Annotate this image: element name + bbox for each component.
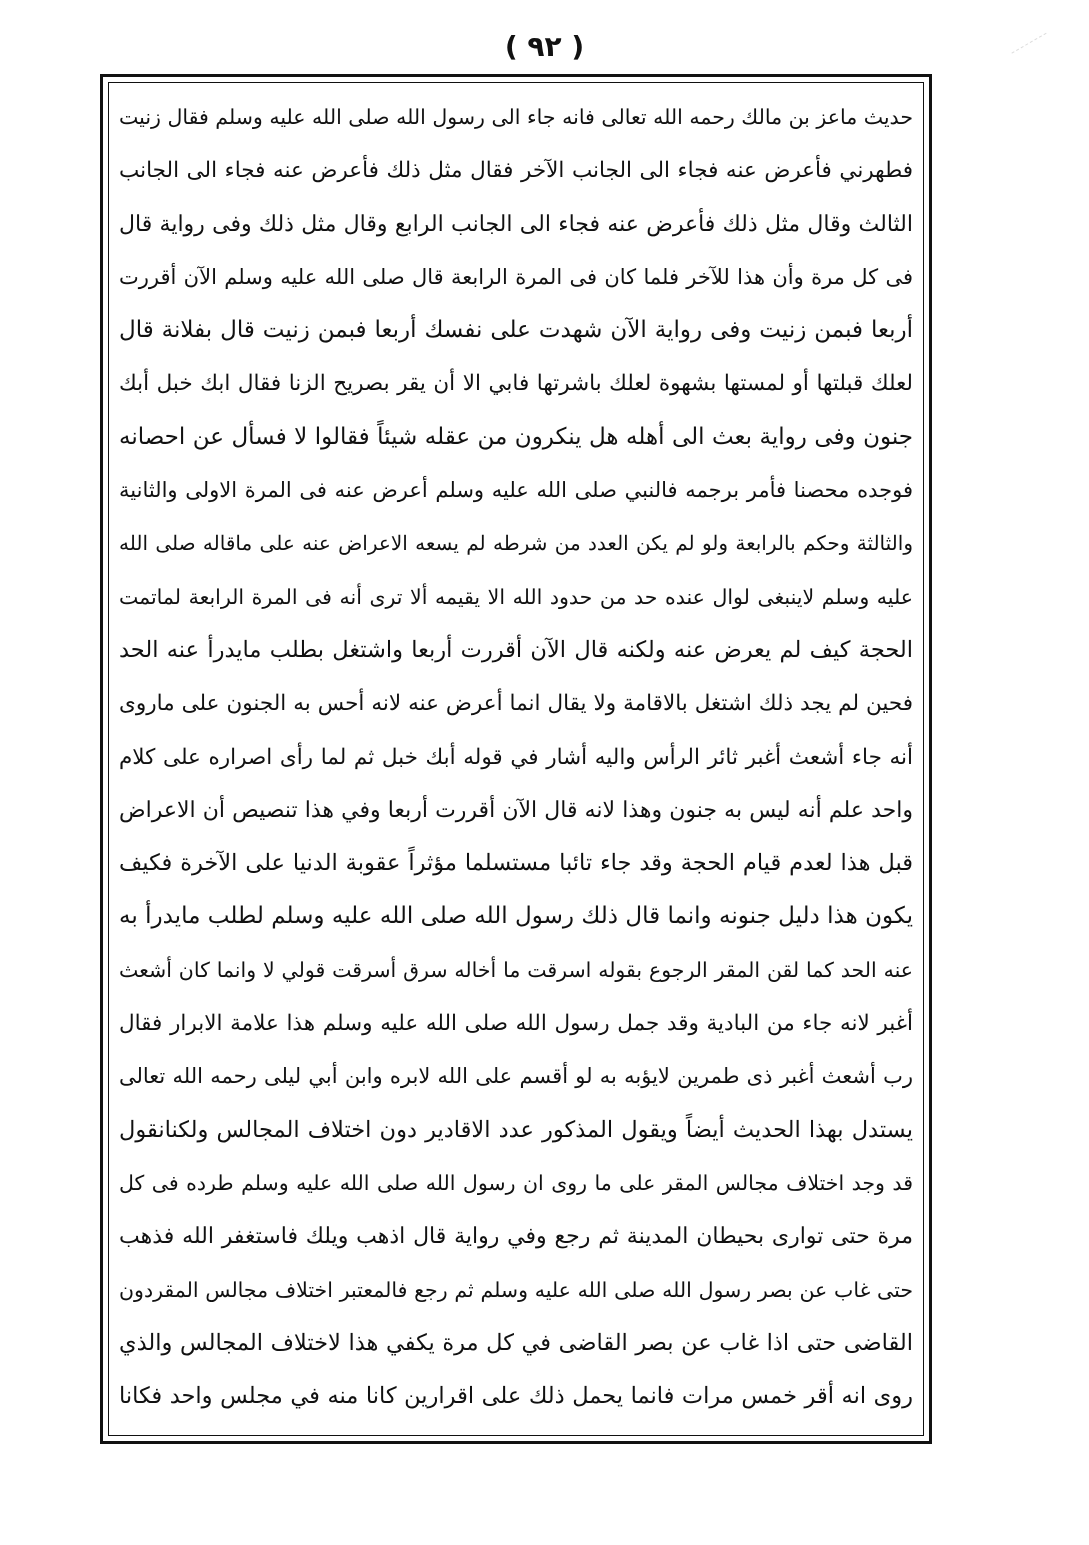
text-line: أنه جاء أشعث أغبر ثائر الرأس واليه أشار في قوله أبك خبل ثم لما رأى اصراره على كلام <box>119 744 913 770</box>
text-line: عنه الحد كما لقن المقر الرجوع بقوله اسرقت ما أخاله سرق أسرقت قولي لا وانما كان أشعث <box>119 957 913 982</box>
text-line: والثالثة وحكم بالرابعة ولو لم يكن العدد من شرطه لم يسعه الاعراض عنه على ماقاله صلى الله <box>119 531 913 556</box>
text-line: عليه وسلم لاينبغى لوال عنده حد من حدود الله الا يقيمه ألا ترى أنه فى المرة الرابعة لماتمت <box>119 584 913 609</box>
text-line: فطهرني فأعرض عنه فجاء الى الجانب الآخر فقال مثل ذلك فأعرض عنه فجاء الى الجانب <box>119 158 913 184</box>
text-line: قد وجد اختلاف مجالس المقر على ما روى ان رسول الله صلى الله عليه وسلم طرده فى كل <box>119 1170 913 1195</box>
text-line: أربعا فبمن زنيت وفى رواية الآن شهدت على نفسك أربعا فبمن زنيت قال بفلانة قال <box>119 317 913 344</box>
text-line: جنون وفى رواية بعث الى أهله هل ينكرون من عقله شيئاً فقالوا لا فسأل عن احصانه <box>119 423 913 450</box>
text-line: يكون هذا دليل جنونه وانما قال ذلك رسول الله صلى الله عليه وسلم لطلب مايدرأ به <box>119 903 913 930</box>
text-line: الثالث وقال مثل ذلك فأعرض عنه فجاء الى الجانب الرابع وقال مثل ذلك وفى رواية قال <box>119 211 913 237</box>
page-frame-outer <box>100 74 932 1444</box>
text-line: مرة حتى توارى بحيطان المدينة ثم رجع وفي رواية قال اذهب ويلك فاستغفر الله فذهب <box>119 1224 913 1250</box>
text-line: فوجده محصنا فأمر برجمه فالنبي صلى الله عليه وسلم أعرض عنه فى المرة الاولى والثانية <box>119 478 913 503</box>
text-line: رب أشعث أغبر ذى طمرين لايؤبه به لو أقسم على الله لابره وابن أبي ليلى رحمه الله تعالى <box>119 1064 913 1089</box>
text-line: الحجة كيف لم يعرض عنه ولكنه قال الآن أقررت أربعا واشتغل بطلب مايدرأ عنه الحد <box>119 636 913 663</box>
text-line: واحد علم أنه ليس به جنون وهذا لانه قال الآن أقررت أربعا وفي هذا تنصيص أن الاعراض <box>119 797 913 823</box>
body-text <box>119 91 913 1423</box>
text-line: يستدل بهذا الحديث أيضاً ويقول المذكور عدد الاقادير دون اختلاف المجالس ولكنانقول <box>119 1116 913 1143</box>
text-line: لعلك قبلتها أو لمستها بشهوة لعلك باشرتها فابي الا أن يقر بصريح الزنا فقال ابك خبل أبك <box>119 371 913 397</box>
page-frame-inner <box>108 82 924 1436</box>
text-line: فحين لم يجد ذلك اشتغل بالاقامة ولا يقال انما أعرض عنه لانه أحس به الجنون على ماروى <box>119 691 913 717</box>
text-line: حديث ماعز بن مالك رحمه الله تعالى فانه جاء الى رسول الله صلى الله عليه وسلم فقال زنيت <box>119 105 913 129</box>
text-line: قبل هذا لعدم قيام الحجة وقد جاء تائبا مستسلما مؤثراً عقوبة الدنيا على الآخرة فكيف <box>119 850 913 877</box>
text-line: روى انه أقر خمس مرات فانما يحمل ذلك على اقرارين كانا منه في مجلس واحد فكانا <box>119 1383 913 1410</box>
text-line: فى كل مرة وأن هذا للآخر فلما كان فى المرة الرابعة قال صلى الله عليه وسلم الآن أقررت <box>119 264 913 289</box>
text-line: أغبر لانه جاء من البادية وقد جمل رسول الله صلى الله عليه وسلم هذا علامة الابرار فقال <box>119 1011 913 1037</box>
page-number: ( ٩٢ ) <box>504 30 585 63</box>
text-line: القاضى حتى اذا غاب عن بصر القاضى في كل مرة يكفي هذا لاختلاف المجالس والذي <box>119 1329 913 1356</box>
text-line: حتى غاب عن بصر رسول الله صلى الله عليه وسلم ثم رجع فالمعتبر اختلاف مجالس المقردون <box>119 1277 913 1302</box>
